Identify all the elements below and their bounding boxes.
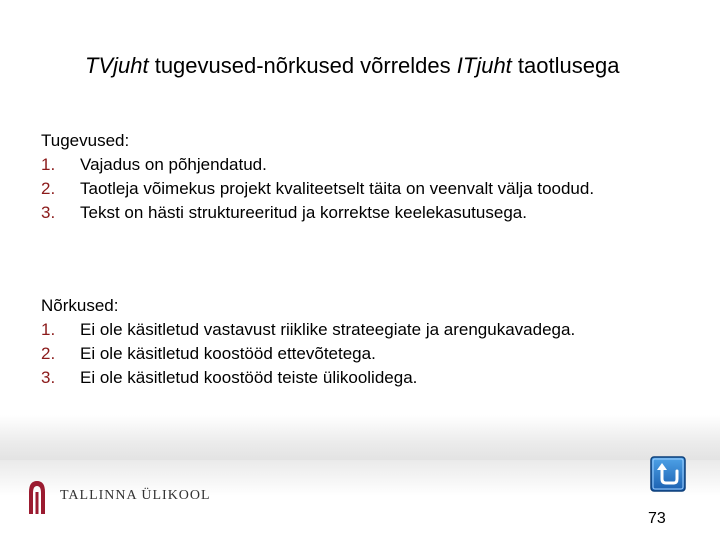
footer-band	[0, 415, 720, 460]
weaknesses-heading: Nõrkused:	[41, 296, 119, 315]
item-text: Ei ole käsitletud koostööd ettevõtetega.	[80, 344, 376, 363]
item-number: 2.	[41, 344, 56, 363]
strengths-section	[41, 129, 600, 225]
list-item	[41, 366, 575, 390]
item-text: Taotleja võimekus projekt kvaliteetselt täita on veenvalt välja toodud.	[80, 179, 595, 198]
list-item	[41, 318, 575, 342]
item-number: 3.	[41, 203, 56, 222]
university-logo	[26, 478, 211, 514]
item-text: Ei ole käsitletud vastavust riiklike strateegiate ja arengukavadega.	[80, 320, 576, 339]
item-text: Vajadus on põhjendatud.	[80, 155, 267, 174]
title-end: taotlusega	[511, 53, 620, 78]
weaknesses-section	[41, 294, 575, 390]
logo-arch-icon	[26, 478, 48, 514]
title-itjuht: ITjuht	[456, 53, 512, 78]
strengths-list	[41, 153, 600, 225]
item-number: 2.	[41, 179, 56, 198]
return-arrow-icon[interactable]	[650, 456, 686, 492]
logo-text: TALLINNA ÜLIKOOL	[60, 488, 211, 503]
list-item	[41, 153, 600, 177]
page-number: 73	[648, 510, 666, 527]
slide-title	[85, 53, 619, 79]
item-text: Ei ole käsitletud koostööd teiste ülikoolidega.	[80, 368, 418, 387]
weaknesses-list	[41, 318, 575, 390]
list-item	[41, 342, 575, 366]
item-number: 1.	[41, 320, 56, 339]
item-text: Tekst on hästi struktureeritud ja korrektse keelekasutusega.	[80, 203, 527, 222]
title-middle: tugevused-nõrkused võrreldes	[148, 53, 457, 78]
title-tvjuht: TVjuht	[85, 53, 149, 78]
strengths-heading: Tugevused:	[41, 131, 130, 150]
item-number: 3.	[41, 368, 56, 387]
list-item	[41, 201, 600, 225]
item-number: 1.	[41, 155, 56, 174]
list-item	[41, 177, 600, 201]
